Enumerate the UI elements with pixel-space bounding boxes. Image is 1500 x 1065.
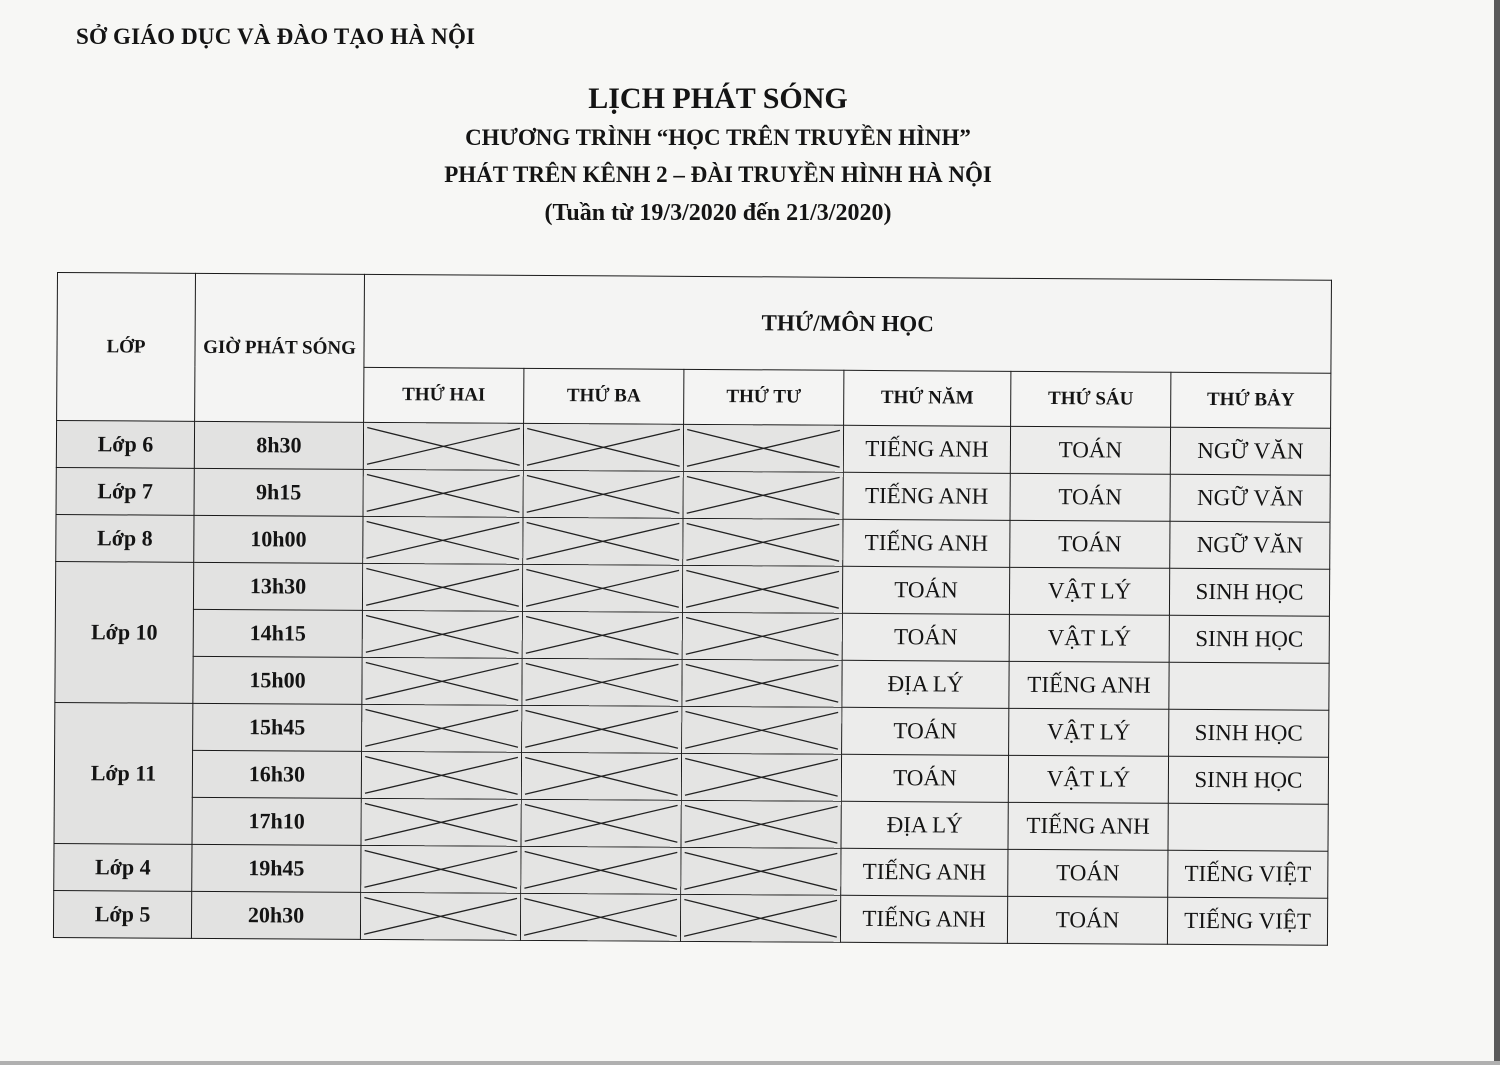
broadcast-time-cell: 16h30 [192, 750, 361, 798]
no-broadcast-cell [360, 892, 520, 940]
broadcast-time-cell: 8h30 [194, 421, 363, 469]
class-name-cell: Lớp 4 [54, 843, 192, 891]
no-broadcast-cell [522, 705, 682, 753]
header-day: THỨ SÁU [1011, 371, 1171, 427]
no-broadcast-cell [521, 799, 681, 847]
cross-mark-icon [682, 660, 841, 707]
scan-bottom-edge [0, 1061, 1500, 1065]
cross-mark-icon [682, 707, 841, 754]
subject-cell-thu-bay: SINH HỌC [1169, 709, 1329, 757]
subject-cell-thu-sau: VẬT LÝ [1008, 755, 1168, 803]
no-broadcast-cell [362, 704, 522, 752]
no-broadcast-cell [523, 517, 683, 565]
no-broadcast-cell [362, 610, 522, 658]
document-title: LỊCH PHÁT SÓNG [588, 82, 848, 115]
subject-cell-thu-bay [1168, 803, 1328, 851]
no-broadcast-cell [683, 518, 843, 566]
cross-mark-icon [364, 423, 523, 470]
broadcast-time-cell: 20h30 [191, 891, 360, 939]
subject-cell-thu-bay: SINH HỌC [1168, 756, 1328, 804]
header-day: THỨ BA [524, 368, 684, 424]
subject-cell-thu-bay: NGỮ VĂN [1170, 521, 1330, 569]
no-broadcast-cell [682, 659, 842, 707]
cross-mark-icon [522, 753, 681, 800]
broadcast-time-cell: 13h30 [193, 562, 362, 610]
class-name-cell: Lớp 5 [53, 890, 191, 938]
table-row [55, 561, 1329, 616]
subject-cell-thu-nam: ĐỊA LÝ [842, 660, 1009, 708]
subject-cell-thu-nam: TOÁN [842, 613, 1009, 661]
no-broadcast-cell [361, 798, 521, 846]
subject-cell-thu-sau: TOÁN [1010, 520, 1170, 568]
subject-cell-thu-sau: VẬT LÝ [1009, 708, 1169, 756]
cross-mark-icon [683, 566, 842, 613]
no-broadcast-cell [522, 658, 682, 706]
cross-mark-icon [522, 800, 681, 847]
cross-mark-icon [363, 517, 522, 564]
broadcast-time-cell: 19h45 [192, 844, 361, 892]
cross-mark-icon [681, 848, 840, 895]
no-broadcast-cell [683, 471, 843, 519]
no-broadcast-cell [523, 470, 683, 518]
broadcast-time-cell: 9h15 [194, 468, 363, 516]
no-broadcast-cell [681, 800, 841, 848]
subject-cell-thu-sau: VẬT LÝ [1009, 567, 1169, 615]
no-broadcast-cell [521, 846, 681, 894]
broadcast-time-cell: 14h15 [193, 609, 362, 657]
cross-mark-icon [681, 895, 840, 942]
no-broadcast-cell [363, 469, 523, 517]
cross-mark-icon [361, 846, 520, 893]
subject-cell-thu-bay: SINH HỌC [1169, 568, 1329, 616]
table-row [55, 655, 1329, 710]
no-broadcast-cell [361, 751, 521, 799]
subject-cell-thu-nam: TOÁN [842, 707, 1009, 755]
header-day: THỨ BẢY [1171, 372, 1331, 428]
no-broadcast-cell [363, 422, 523, 470]
no-broadcast-cell [520, 893, 680, 941]
table-row [54, 796, 1328, 851]
header-broadcast-time: GIỜ PHÁT SÓNG [195, 273, 365, 422]
subject-cell-thu-nam: TIẾNG ANH [843, 519, 1010, 567]
subject-cell-thu-sau: TOÁN [1010, 473, 1170, 521]
no-broadcast-cell [523, 423, 683, 471]
cross-mark-icon [682, 754, 841, 801]
subject-cell-thu-bay: NGỮ VĂN [1170, 474, 1330, 522]
no-broadcast-cell [680, 894, 840, 942]
subject-cell-thu-sau: TOÁN [1010, 426, 1170, 474]
no-broadcast-cell [681, 847, 841, 895]
no-broadcast-cell [682, 565, 842, 613]
no-broadcast-cell [522, 611, 682, 659]
subject-cell-thu-nam: TOÁN [842, 566, 1009, 614]
table-row [53, 890, 1327, 945]
subject-cell-thu-bay: TIẾNG VIỆT [1168, 850, 1328, 898]
cross-mark-icon [684, 472, 843, 519]
table-row [55, 702, 1329, 757]
subject-cell-thu-bay: NGỮ VĂN [1170, 427, 1330, 475]
cross-mark-icon [364, 470, 523, 517]
broadcast-time-cell: 17h10 [192, 797, 361, 845]
broadcast-time-cell: 10h00 [194, 515, 363, 563]
class-name-cell: Lớp 7 [56, 467, 194, 515]
subject-cell-thu-sau: TIẾNG ANH [1008, 802, 1168, 850]
class-name-cell: Lớp 10 [55, 561, 194, 703]
program-subtitle: CHƯƠNG TRÌNH “HỌC TRÊN TRUYỀN HÌNH” [465, 125, 971, 150]
cross-mark-icon [361, 893, 520, 940]
table-row [56, 421, 1330, 476]
subject-cell-thu-nam: TIẾNG ANH [841, 848, 1008, 896]
cross-mark-icon [523, 565, 682, 612]
broadcast-time-cell: 15h00 [193, 656, 362, 704]
class-name-cell: Lớp 6 [56, 421, 194, 469]
no-broadcast-cell [361, 845, 521, 893]
organization-name: SỞ GIÁO DỤC VÀ ĐÀO TẠO HÀ NỘI [76, 24, 476, 49]
no-broadcast-cell [522, 564, 682, 612]
subject-cell-thu-nam: ĐỊA LÝ [841, 801, 1008, 849]
subject-cell-thu-sau: TIẾNG ANH [1009, 661, 1169, 709]
no-broadcast-cell [521, 752, 681, 800]
header-day: THỨ HAI [364, 367, 524, 423]
scan-right-edge [1494, 0, 1500, 1065]
subject-cell-thu-sau: TOÁN [1008, 849, 1168, 897]
cross-mark-icon [684, 425, 843, 472]
subject-cell-thu-sau: VẬT LÝ [1009, 614, 1169, 662]
no-broadcast-cell [682, 612, 842, 660]
no-broadcast-cell [362, 657, 522, 705]
table-row [56, 467, 1330, 522]
cross-mark-icon [523, 612, 682, 659]
broadcast-schedule-table [53, 272, 1332, 946]
cross-mark-icon [524, 424, 683, 471]
cross-mark-icon [363, 611, 522, 658]
header-day: THỨ NĂM [844, 370, 1011, 426]
cross-mark-icon [521, 847, 680, 894]
class-name-cell: Lớp 8 [56, 514, 194, 562]
cross-mark-icon [363, 564, 522, 611]
no-broadcast-cell [682, 706, 842, 754]
subject-cell-thu-nam: TOÁN [841, 754, 1008, 802]
cross-mark-icon [362, 705, 521, 752]
cross-mark-icon [522, 706, 681, 753]
table-row [54, 749, 1328, 804]
no-broadcast-cell [683, 424, 843, 472]
cross-mark-icon [682, 801, 841, 848]
table-row [54, 843, 1328, 898]
no-broadcast-cell [363, 516, 523, 564]
header-day: THỨ TƯ [684, 369, 844, 425]
no-broadcast-cell [362, 563, 522, 611]
subject-cell-thu-bay: SINH HỌC [1169, 615, 1329, 663]
subject-cell-thu-bay: TIẾNG VIỆT [1167, 897, 1327, 945]
cross-mark-icon [362, 658, 521, 705]
subject-cell-thu-sau: TOÁN [1007, 896, 1167, 944]
subject-cell-thu-nam: TIẾNG ANH [843, 472, 1010, 520]
header-day-subject: THỨ/MÔN HỌC [364, 274, 1332, 373]
subject-cell-thu-nam: TIẾNG ANH [843, 425, 1010, 473]
subject-cell-thu-nam: TIẾNG ANH [840, 895, 1007, 943]
no-broadcast-cell [681, 753, 841, 801]
cross-mark-icon [362, 752, 521, 799]
subject-cell-thu-bay [1169, 662, 1329, 710]
table-row [56, 514, 1330, 569]
broadcast-time-cell: 15h45 [193, 703, 362, 751]
header-class: LỚP [57, 273, 196, 422]
cross-mark-icon [523, 518, 682, 565]
cross-mark-icon [521, 894, 680, 941]
table-row [55, 608, 1329, 663]
cross-mark-icon [683, 519, 842, 566]
channel-subtitle: PHÁT TRÊN KÊNH 2 – ĐÀI TRUYỀN HÌNH HÀ NỘI [444, 162, 992, 187]
class-name-cell: Lớp 11 [54, 702, 193, 844]
cross-mark-icon [683, 613, 842, 660]
cross-mark-icon [524, 471, 683, 518]
cross-mark-icon [522, 659, 681, 706]
cross-mark-icon [362, 799, 521, 846]
week-range: (Tuần từ 19/3/2020 đến 21/3/2020) [544, 200, 892, 226]
